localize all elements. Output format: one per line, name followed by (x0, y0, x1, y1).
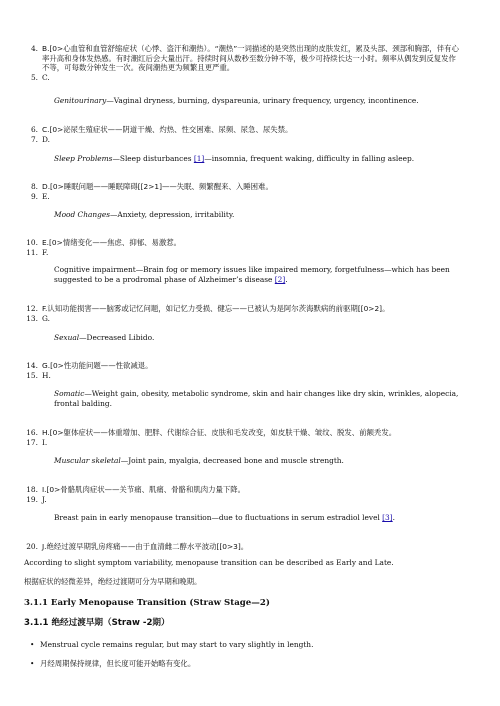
paragraph-text: Breast pain in early menopause transition—due to fluctuations in serum estradiol level (54, 513, 383, 522)
list-number: 6. (30, 125, 38, 134)
bullet-text: 月经周期保持规律，但长度可能开始略有变化。 (40, 659, 196, 668)
list-number: 4. (30, 44, 38, 53)
list-item (0, 238, 500, 248)
term: Mood Changes (54, 210, 111, 219)
list-item (0, 361, 500, 371)
paragraph-text: —Joint pain, myalgia, decreased bone and muscle strength. (120, 456, 344, 465)
list-block-12 (0, 304, 500, 323)
paragraph-text: —Decreased Libido. (79, 333, 155, 342)
paragraph-somatic (54, 389, 474, 408)
list-number: 20. (26, 542, 38, 551)
list-number: 5. (30, 72, 38, 82)
list-item (0, 182, 500, 192)
paragraph-genitourinary (54, 96, 474, 106)
list-text: H. (42, 370, 51, 380)
list-number: 18. (26, 485, 38, 494)
bullet-symbol: • (30, 659, 35, 668)
list-text: I.[0>骨骼肌肉症状——关节痛、肌痛、骨骼和肌肉力量下降。 (42, 485, 246, 494)
paragraph-mood (54, 210, 474, 220)
paragraph-text: . (285, 274, 288, 284)
paragraph-text: Cognitive impairment—Brain fog or memory issues like impaired memory, forgetfulness—which has been suggested to be a prodromal phase of Alzheimer’s disease (54, 265, 450, 284)
list-text: B.[0>心血管和血管舒缩症状（心悸、盗汗和潮热）。“潮热”一词描述的是突然出现的皮肤发红，累及头部、颈部和胸部，伴有心率升高和身体发热感。有时潮红后会大量出汗。持续时间从数秒至数分钟不等，极少可持续长达一小时。频率从偶发到反复发作不等，可每数分钟发生一次。夜间潮热更为频繁且更严重。 (42, 44, 459, 73)
term: Sexual (54, 333, 80, 342)
section-heading: 3.1.1 Early Menopause Transition (Straw Stage—2) (24, 598, 270, 608)
paragraph-sexual (54, 333, 474, 343)
list-item (0, 485, 500, 495)
list-number: 9. (30, 191, 38, 201)
list-item (0, 125, 500, 135)
paragraph-muscular (54, 456, 474, 466)
list-number: 17. (26, 437, 38, 447)
list-block-4 (0, 44, 500, 82)
paragraph-breast (54, 513, 474, 523)
paragraph-text: —Anxiety, depression, irritability. (110, 210, 235, 219)
bullet-item (30, 659, 470, 669)
list-item (0, 304, 500, 314)
list-text: J.绝经过渡早期乳房疼痛——由于血清雌二醇水平波动[[0>3]。 (42, 542, 249, 551)
list-text: D.[0>睡眠问题——睡眠障碍[[2>1]——失眠、频繁醒来、入睡困难。 (42, 182, 273, 191)
section-heading-zh: 3.1.1 绝经过渡早期（Straw -2期） (24, 618, 170, 628)
list-item (0, 495, 500, 505)
list-text: G. (42, 313, 50, 323)
list-block-18 (0, 485, 500, 504)
paragraph-cognitive (54, 265, 474, 284)
list-number: 19. (26, 494, 38, 504)
citation-link[interactable]: [1] (193, 154, 205, 163)
list-text: C. (42, 72, 50, 82)
term: Somatic (54, 389, 85, 398)
bullet-item (30, 640, 470, 650)
paragraph-sleep (54, 154, 474, 164)
list-number: 15. (26, 370, 38, 380)
citation-link[interactable]: [3] (382, 513, 393, 522)
list-number: 7. (30, 134, 38, 144)
list-item (0, 371, 500, 381)
list-item (0, 314, 500, 324)
list-number: 13. (26, 313, 38, 323)
list-text: I. (42, 437, 48, 447)
list-item (0, 248, 500, 258)
paragraph-text: —insomnia, frequent waking, difficulty in falling asleep. (204, 154, 415, 163)
body-paragraph: According to slight symptom variability, menopause transition can be described as Early and Late. (24, 558, 394, 567)
list-text: E. (42, 191, 50, 201)
list-item (0, 135, 500, 145)
list-block-6 (0, 125, 500, 144)
list-text: G.[0>性功能问题——性欲减退。 (42, 361, 153, 370)
list-number: 12. (26, 304, 38, 313)
list-text: C.[0>泌尿生殖症状——阴道干燥、灼热、性交困难、尿频、尿急、尿失禁。 (42, 125, 293, 134)
list-block-20 (0, 542, 500, 552)
list-text: H.[0>躯体症状——体重增加、肥胖、代谢综合征、皮肤和毛发改变，如皮肤干燥、皱纹、脱发、前额秃发。 (42, 428, 397, 437)
term: Sleep Problems (54, 154, 113, 163)
body-paragraph-zh: 根据症状的轻微差异，绝经过渡期可分为早期和晚期。 (24, 577, 202, 586)
list-item (0, 44, 500, 73)
list-item (0, 428, 500, 438)
list-item (0, 542, 500, 552)
list-number: 11. (26, 247, 38, 257)
list-text: F. (42, 247, 49, 257)
list-block-8 (0, 182, 500, 201)
list-block-16 (0, 428, 500, 447)
paragraph-text: —Weight gain, obesity, metabolic syndrome, skin and hair changes like dry skin, wrinkles, alopecia, frontal balding. (54, 389, 459, 408)
list-text: J. (42, 494, 47, 504)
list-item (0, 73, 500, 83)
list-number: 8. (30, 182, 38, 191)
paragraph-text: . (392, 513, 396, 522)
bullet-symbol: • (30, 640, 35, 649)
citation-link[interactable]: [2] (274, 274, 286, 284)
list-number: 14. (26, 361, 38, 370)
term: Muscular skeletal (54, 456, 121, 465)
list-number: 16. (26, 428, 38, 437)
paragraph-text: —Sleep disturbances (112, 154, 194, 163)
bullet-text: Menstrual cycle remains regular, but may start to vary slightly in length. (40, 640, 314, 649)
list-item (0, 192, 500, 202)
list-text: E.[0>情绪变化——焦虑、抑郁、易激惹。 (42, 238, 182, 247)
list-item (0, 438, 500, 448)
list-number: 10. (26, 238, 38, 247)
list-block-14 (0, 361, 500, 380)
term: Genitourinary (54, 96, 107, 105)
list-text: D. (42, 134, 51, 144)
list-text: F.认知功能损害——脑雾或记忆问题，如记忆力受损、健忘——已被认为是阿尔茨海默病的前驱期[[0>2]。 (42, 304, 390, 313)
list-block-10 (0, 238, 500, 257)
paragraph-text: —Vaginal dryness, burning, dyspareunia, urinary frequency, urgency, incontinence. (106, 96, 419, 105)
